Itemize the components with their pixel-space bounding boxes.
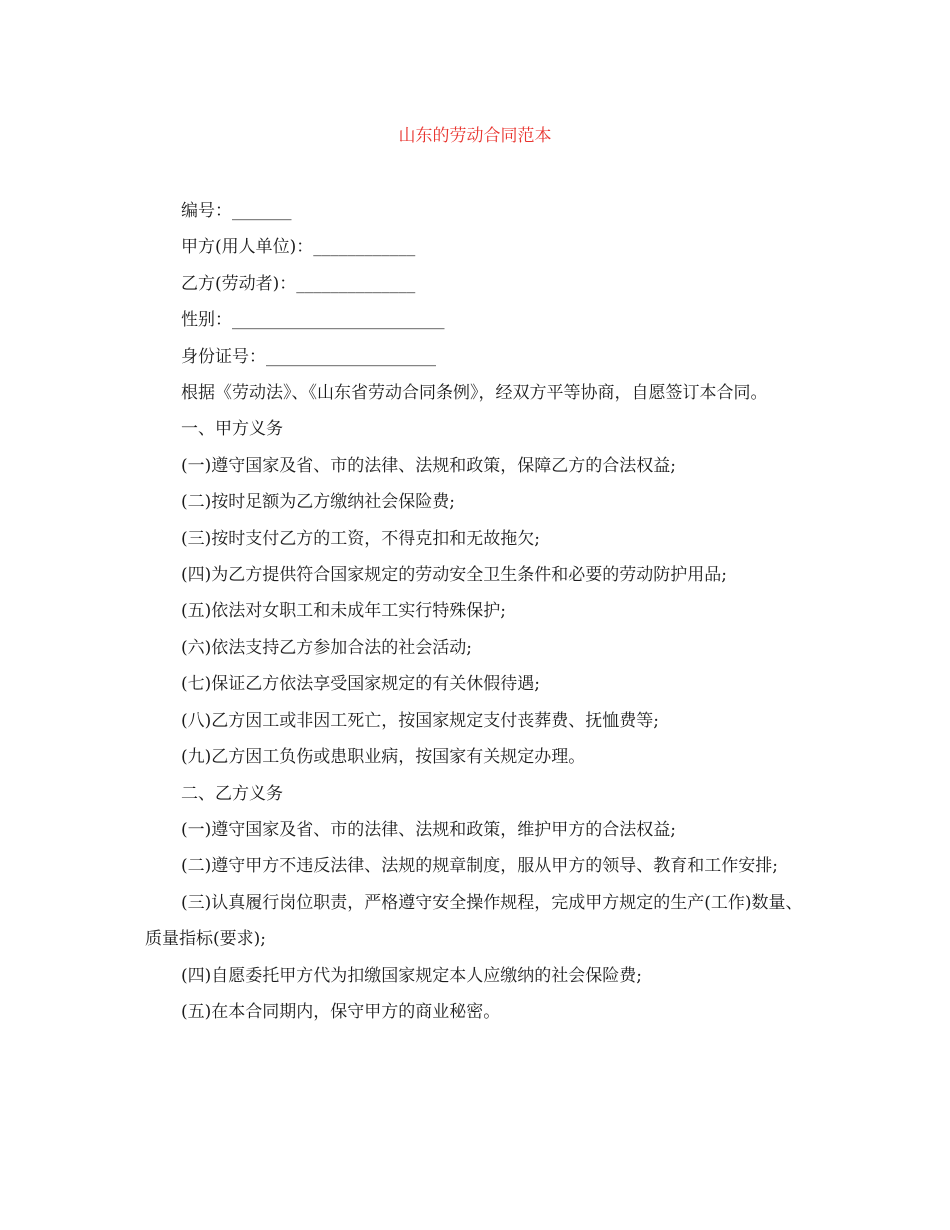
field-number: 编号：_______: [181, 201, 292, 221]
section-heading-party-a: 一、甲方义务: [181, 419, 283, 440]
clause-item: (五)在本合同期内，保守甲方的商业秘密。: [181, 1001, 501, 1022]
document-title: 山东的劳动合同范本: [398, 126, 552, 146]
clause-item: (九)乙方因工负伤或患职业病，按国家有关规定办理。: [181, 747, 586, 768]
clause-item: (二)遵守甲方不违反法律、法规的规章制度，服从甲方的领导、教育和工作安排;: [181, 856, 778, 877]
field-party-a: 甲方(用人单位)：____________: [181, 237, 416, 258]
clause-item: (七)保证乙方依法享受国家规定的有关休假待遇;: [181, 674, 540, 695]
clause-item: (八)乙方因工或非因工死亡，按国家规定支付丧葬费、抚恤费等;: [181, 710, 659, 731]
clause-item: (四)自愿委托甲方代为扣缴国家规定本人应缴纳的社会保险费;: [181, 965, 642, 986]
clause-item: (三)按时支付乙方的工资，不得克扣和无故拖欠;: [181, 528, 540, 549]
clause-item: (六)依法支持乙方参加合法的社会活动;: [181, 637, 472, 658]
clause-item: (四)为乙方提供符合国家规定的劳动安全卫生条件和必要的劳动防护用品;: [181, 565, 727, 586]
document-body: [145, 193, 805, 1030]
field-gender: 性别：_________________________: [181, 310, 445, 331]
preamble-paragraph: 根据《劳动法》、《山东省劳动合同条例》，经双方平等协商，自愿签订本合同。: [181, 383, 768, 404]
clause-item: (五)依法对女职工和未成年工实行特殊保护;: [181, 601, 506, 622]
field-id-number: 身份证号：____________________: [181, 346, 436, 367]
clause-item: (一)遵守国家及省、市的法律、法规和政策，维护甲方的合法权益;: [181, 819, 676, 840]
clause-item: (一)遵守国家及省、市的法律、法规和政策，保障乙方的合法权益;: [181, 455, 676, 476]
clause-item: (二)按时足额为乙方缴纳社会保险费;: [181, 492, 455, 513]
field-party-b: 乙方(劳动者)：______________: [181, 273, 416, 294]
section-heading-party-b: 二、乙方义务: [181, 783, 283, 804]
clause-item: (三)认真履行岗位职责，严格遵守安全操作规程，完成甲方规定的生产(工作)数量、质量指标(要求);: [145, 892, 803, 950]
